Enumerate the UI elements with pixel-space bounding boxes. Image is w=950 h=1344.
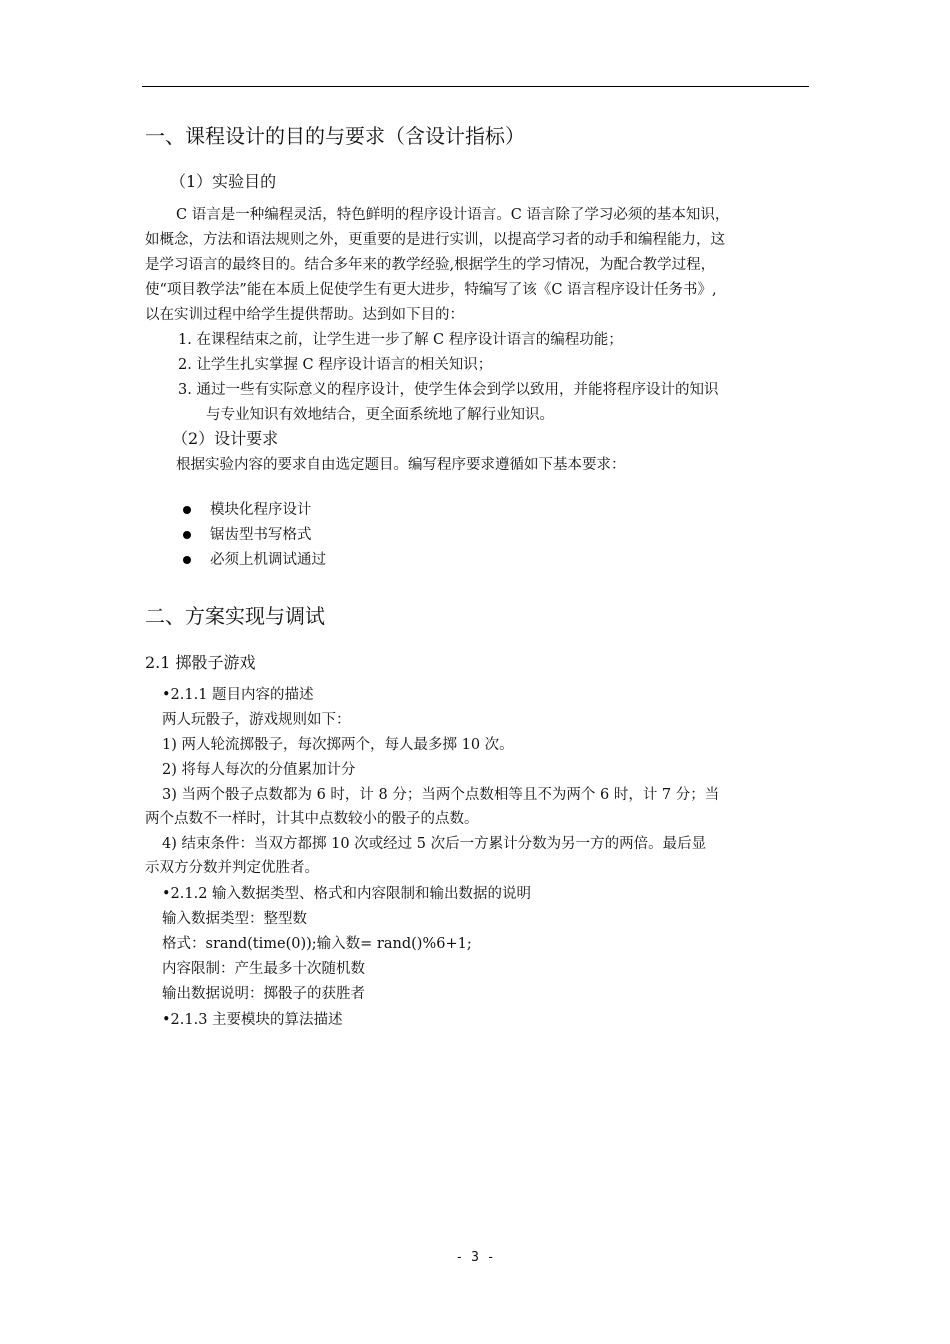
- rule-4-cont: 示双方分数并判定优胜者。: [145, 860, 319, 876]
- output-desc-line: 输出数据说明：掷骰子的获胜者: [162, 986, 365, 1002]
- rule-3-cont: 两个点数不一样时，计其中点数较小的骰子的点数。: [145, 811, 479, 827]
- rules-intro: 两人玩骰子，游戏规则如下：: [162, 712, 351, 728]
- item-2-1-3-title: •2.1.3 主要模块的算法描述: [162, 1012, 343, 1028]
- requirements-intro: 根据实验内容的要求自由选定题目。编写程序要求遵循如下基本要求：: [176, 457, 626, 473]
- rule-3: 3) 当两个骰子点数都为 6 时，计 8 分；当两个点数相等且不为两个 6 时，计 7 分；当: [162, 787, 720, 803]
- section1-heading: 一、课程设计的目的与要求（含设计指标）: [145, 124, 525, 148]
- page-number: - 3 -: [455, 1250, 495, 1265]
- subheading-purpose: （1）实验目的: [170, 172, 277, 191]
- numbered-item-1: 1. 在课程结束之前，让学生进一步了解 C 程序设计语言的编程功能；: [178, 332, 623, 348]
- rule-2: 2) 将每人每次的分值累加计分: [162, 762, 356, 778]
- rule-4: 4) 结束条件：当双方都掷 10 次或经过 5 次后一方累计分数为另一方的两倍。最后显: [162, 836, 707, 852]
- para-line-1: C 语言是一种编程灵活，特色鲜明的程序设计语言。C 语言除了学习必须的基本知识，: [176, 207, 730, 223]
- para-line-3: 是学习语言的最终目的。结合多年来的教学经验,根据学生的学习情况，为配合教学过程，: [145, 257, 716, 273]
- subsection-dice-game: 2.1 掷骰子游戏: [145, 653, 256, 672]
- format-line: 格式：srand(time(0));输入数= rand()%6+1;: [162, 936, 472, 952]
- numbered-item-3: 3. 通过一些有实际意义的程序设计，使学生体会到学以致用，并能将程序设计的知识: [178, 382, 719, 398]
- para-line-5: 以在实训过程中给学生提供帮助。达到如下目的：: [145, 307, 464, 323]
- bullet-item-2: 锯齿型书写格式: [210, 527, 312, 543]
- content-limit-line: 内容限制：产生最多十次随机数: [162, 961, 365, 977]
- header-rule: [142, 86, 809, 87]
- bullet-dot: [183, 556, 191, 564]
- item-2-1-2-title: •2.1.2 输入数据类型、格式和内容限制和输出数据的说明: [162, 886, 532, 902]
- bullet-dot: [183, 506, 191, 514]
- para-line-2: 如概念，方法和语法规则之外，更重要的是进行实训，以提高学习者的动手和编程能力，这: [145, 232, 725, 248]
- bullet-dot: [183, 531, 191, 539]
- numbered-item-2: 2. 让学生扎实掌握 C 程序设计语言的相关知识；: [178, 357, 493, 373]
- section2-heading: 二、方案实现与调试: [145, 604, 325, 628]
- item-2-1-1-title: •2.1.1 题目内容的描述: [162, 687, 314, 703]
- para-line-4: 使“项目教学法”能在本质上促使学生有更大进步，特编写了该《C 语言程序设计任务书》,: [145, 282, 717, 298]
- subheading-requirements: （2）设计要求: [172, 429, 279, 448]
- rule-1: 1) 两人轮流掷骰子，每次掷两个，每人最多掷 10 次。: [162, 737, 514, 753]
- bullet-item-3: 必须上机调试通过: [210, 552, 326, 568]
- numbered-item-3-cont: 与专业知识有效地结合，更全面系统地了解行业知识。: [206, 407, 554, 423]
- input-type-line: 输入数据类型：整型数: [162, 911, 307, 927]
- bullet-item-1: 模块化程序设计: [210, 502, 312, 518]
